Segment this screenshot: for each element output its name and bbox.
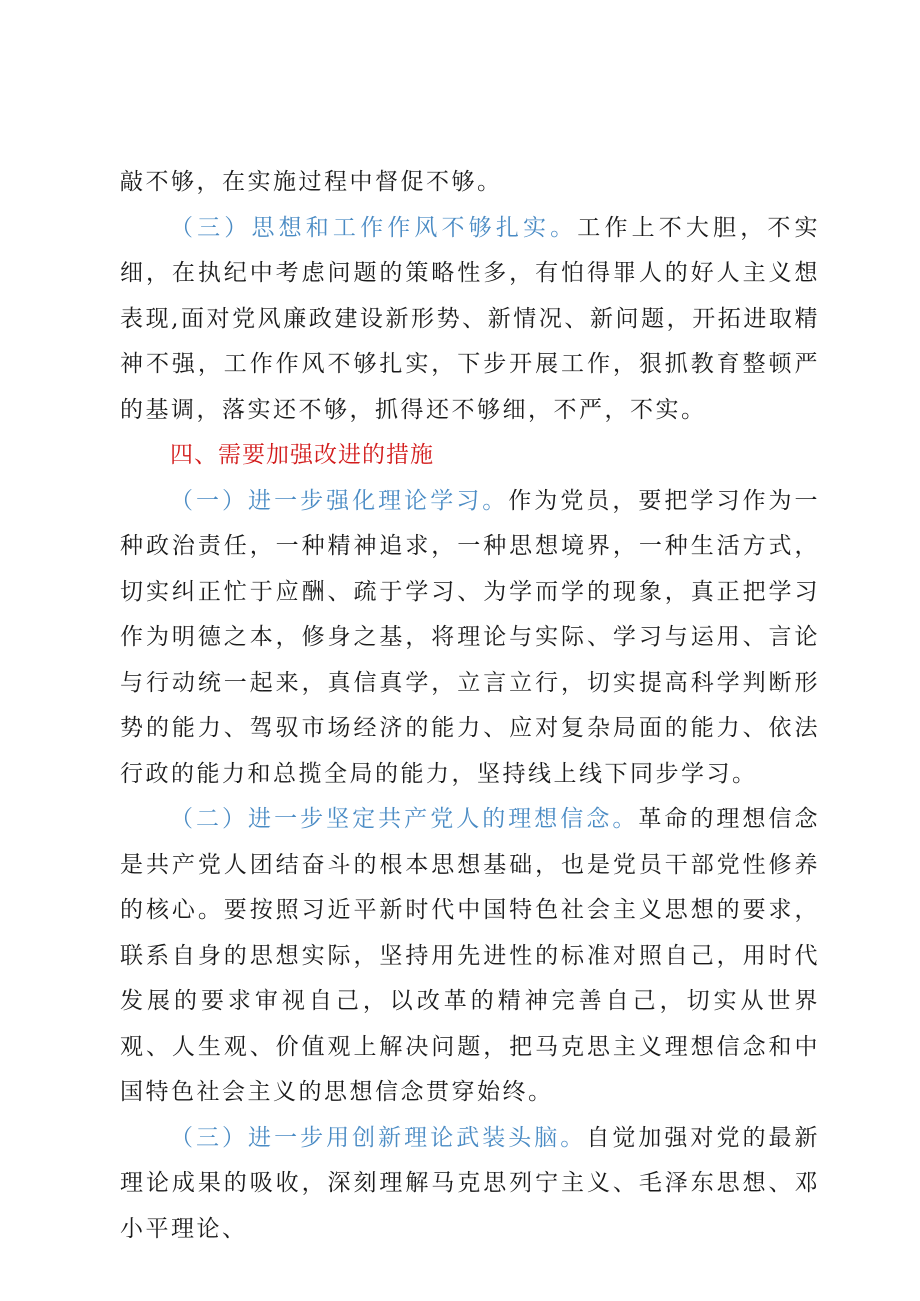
paragraph-text: 敲不够，在实施过程中督促不够。 (120, 169, 503, 195)
paragraph-theory-study (120, 479, 820, 798)
paragraph-text: 自觉加强对党的最新理论成果的吸收，深刻理解马克思列宁主义、毛泽东思想、邓小平理论、 (120, 1124, 821, 1242)
paragraph-text: 工作上不大胆，不实细，在执纪中考虑问题的策略性多，有怕得罪人的好人主义想表现,面对党风廉政建设新形势、新情况、新问题，开拓进取精神不强，工作作风不够扎实，下步开展工作，狠抓教育整顿严的基调，落实还不够，抓得还不够细，不严，不实。 (120, 214, 821, 423)
paragraph-work-style (120, 206, 820, 434)
paragraph-ideals-beliefs (120, 797, 820, 1116)
subsection-heading: （三）进一步用创新理论武装头脑。 (170, 1124, 587, 1151)
paragraph-text: 革命的理想信念是共产党人团结奋斗的根本思想基础，也是党员干部党性修养的核心。要按照习近平新时代中国特色社会主义思想的要求，联系自身的思想实际，坚持用先进性的标准对照自己，用时代发展的要求审视自己，以改革的精神完善自己，切实从世界观、人生观、价值观上解决问题，把马克思主义理想信念和中国特色社会主义的思想信念贯穿始终。 (120, 806, 821, 1105)
subsection-heading: （三）思想和工作作风不够扎实。 (170, 214, 578, 241)
paragraph-text: 作为党员，要把学习作为一种政治责任，一种精神追求，一种思想境界，一种生活方式，切实纠正忙于应酬、疏于学习、为学而学的现象，真正把学习作为明德之本，修身之基，将理论与实际、学习与运用、言论与行动统一起来，真信真学，立言立行，切实提高科学判断形势的能力、驾驭市场经济的能力、应对复杂局面的能力、依法行政的能力和总揽全局的能力，坚持线上线下同步学习。 (120, 487, 821, 787)
subsection-heading: （一）进一步强化理论学习。 (170, 487, 509, 514)
document-body (120, 160, 820, 1252)
paragraph-continuation (120, 160, 820, 206)
paragraph-innovative-theory (120, 1116, 820, 1253)
section-heading: 四、需要加强改进的措施 (170, 442, 434, 468)
subsection-heading: （二）进一步坚定共产党人的理想信念。 (170, 806, 639, 832)
